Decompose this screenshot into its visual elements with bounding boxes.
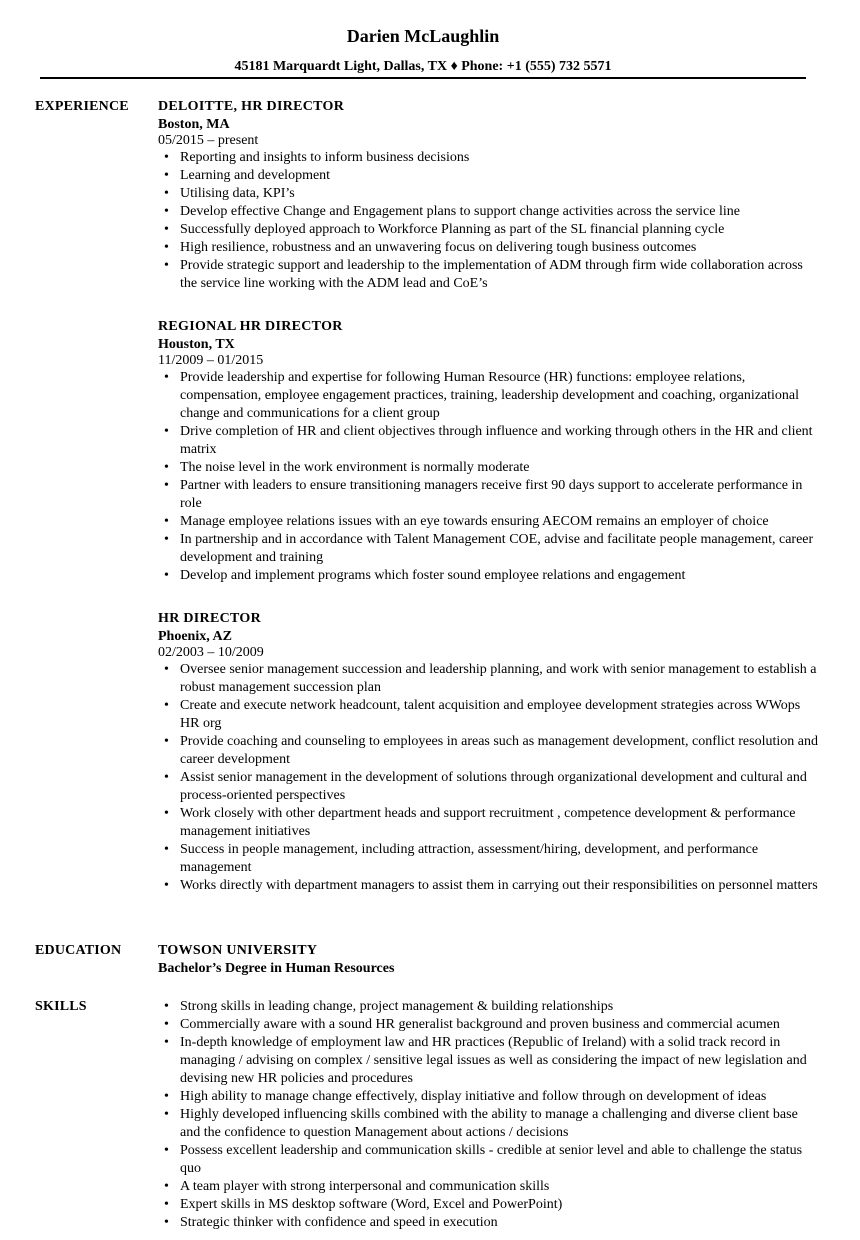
job-dates: 11/2009 – 01/2015 xyxy=(158,353,264,368)
job-title: DELOITTE, HR DIRECTOR xyxy=(158,99,345,114)
skills-list xyxy=(158,998,818,1232)
list-item: • Develop effective Change and Engagement plans to support change activities across the service line xyxy=(158,203,818,221)
list-item: • Partner with leaders to ensure transitioning managers receive first 90 days support to accelerate performance in role xyxy=(158,477,818,513)
list-item: • In partnership and in accordance with Talent Management COE, advise and facilitate people management, career development and training xyxy=(158,531,818,567)
job-location: Houston, TX xyxy=(158,337,235,352)
list-item: • Highly developed influencing skills combined with the ability to manage a challenging and diverse client base and the confidence to question Management about actions / decisions xyxy=(158,1106,818,1142)
list-item: • Expert skills in MS desktop software (Word, Excel and PowerPoint) xyxy=(158,1196,818,1214)
list-item: • High resilience, robustness and an unwavering focus on delivering tough business outcomes xyxy=(158,239,818,257)
job-location: Boston, MA xyxy=(158,117,230,132)
list-item: • Work closely with other department heads and support recruitment , competence development & performance management initiatives xyxy=(158,805,818,841)
job-2 xyxy=(158,318,818,585)
list-item: • Learning and development xyxy=(158,167,818,185)
list-item: • Reporting and insights to inform business decisions xyxy=(158,149,818,167)
list-item: • In-depth knowledge of employment law and HR practices (Republic of Ireland) with a solid track record in managing / advising on complex / sensitive legal issues as well as considering the impact of new legislation and devising new HR policies and procedures xyxy=(158,1034,818,1088)
job-bullets xyxy=(158,661,818,895)
list-item: • Manage employee relations issues with an eye towards ensuring AECOM remains an employer of choice xyxy=(158,513,818,531)
contact-line: 45181 Marquardt Light, Dallas, TX ♦ Phone: +1 (555) 732 5571 xyxy=(234,59,612,74)
list-item: • Provide coaching and counseling to employees in areas such as management development, conflict resolution and career development xyxy=(158,733,818,769)
list-item: • Utilising data, KPI’s xyxy=(158,185,818,203)
experience-heading: EXPERIENCE xyxy=(35,99,129,114)
degree: Bachelor’s Degree in Human Resources xyxy=(158,961,395,976)
list-item: • The noise level in the work environment is normally moderate xyxy=(158,459,818,477)
job-bullets xyxy=(158,149,818,293)
list-item: • Works directly with department managers to assist them in carrying out their responsibilities on personnel matters xyxy=(158,877,818,895)
list-item: • Commercially aware with a sound HR generalist background and proven business and commercial acumen xyxy=(158,1016,818,1034)
list-item: • Strategic thinker with confidence and speed in execution xyxy=(158,1214,818,1232)
list-item: • Create and execute network headcount, talent acquisition and employee development strategies across WWops HR org xyxy=(158,697,818,733)
list-item: • Strong skills in leading change, project management & building relationships xyxy=(158,998,818,1016)
education-heading: EDUCATION xyxy=(35,943,122,958)
list-item: • Oversee senior management succession and leadership planning, and work with senior management to establish a robust management succession plan xyxy=(158,661,818,697)
job-location: Phoenix, AZ xyxy=(158,629,232,644)
resume-name: Darien McLaughlin xyxy=(346,26,500,46)
job-bullets xyxy=(158,369,818,585)
skills-list-container xyxy=(158,998,818,1232)
header-divider xyxy=(40,77,806,79)
job-3 xyxy=(158,610,818,895)
job-title: HR DIRECTOR xyxy=(158,611,262,626)
list-item: • Assist senior management in the development of solutions through organizational development and cultural and process-oriented perspectives xyxy=(158,769,818,805)
job-dates: 05/2015 – present xyxy=(158,133,259,148)
job-1 xyxy=(158,98,818,293)
list-item: • Develop and implement programs which foster sound employee relations and engagement xyxy=(158,567,818,585)
school-name: TOWSON UNIVERSITY xyxy=(158,943,318,958)
list-item: • A team player with strong interpersonal and communication skills xyxy=(158,1178,818,1196)
list-item: • Successfully deployed approach to Workforce Planning as part of the SL financial planning cycle xyxy=(158,221,818,239)
list-item: • Success in people management, including attraction, assessment/hiring, development, and performance management xyxy=(158,841,818,877)
job-dates: 02/2003 – 10/2009 xyxy=(158,645,264,660)
list-item: • Drive completion of HR and client objectives through influence and working through others in the HR and client matrix xyxy=(158,423,818,459)
skills-heading: SKILLS xyxy=(35,999,87,1014)
job-title: REGIONAL HR DIRECTOR xyxy=(158,319,343,334)
list-item: • High ability to manage change effectively, display initiative and follow through on development of ideas xyxy=(158,1088,818,1106)
list-item: • Provide strategic support and leadership to the implementation of ADM through firm wide collaboration across the service line working with the ADM lead and CoE’s xyxy=(158,257,818,293)
list-item: • Provide leadership and expertise for following Human Resource (HR) functions: employee relations, compensation, employee engagement practices, training, leadership development and coaching, organizational change and communications for a client group xyxy=(158,369,818,423)
education-entry xyxy=(158,942,818,978)
list-item: • Possess excellent leadership and communication skills - credible at senior level and able to challenge the status quo xyxy=(158,1142,818,1178)
